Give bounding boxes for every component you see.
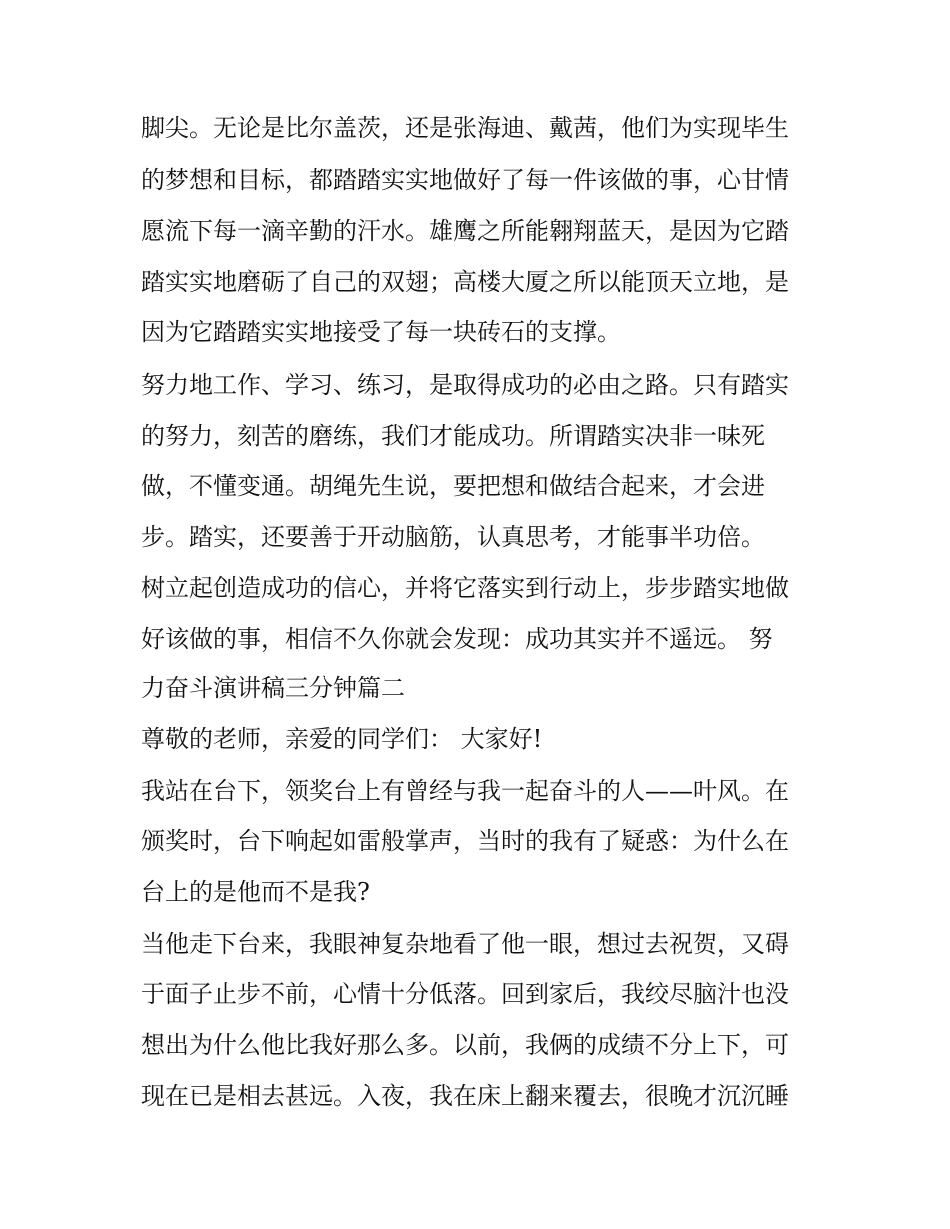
section-title: 力奋斗演讲稿三分钟篇二 bbox=[141, 674, 405, 702]
text-line-1: 脚尖。无论是比尔盖茨，还是张海迪、戴茜，他们为实现毕生 bbox=[141, 114, 789, 142]
text-line-7: 的努力，刻苦的磨练，我们才能成功。所谓踏实决非一味死 bbox=[141, 422, 765, 450]
text-line-3: 愿流下每一滴辛勤的汗水。雄鹰之所能翱翔蓝天，是因为它踏 bbox=[141, 217, 789, 245]
text-line-16: 台上的是他而不是我? bbox=[141, 878, 370, 906]
text-line-4: 踏实实地磨砺了自己的双翅；高楼大厦之所以能顶天立地，是 bbox=[141, 268, 789, 296]
text-line-14: 我站在台下，领奖台上有曾经与我一起奋斗的人——叶风。在 bbox=[141, 777, 789, 805]
greeting-line: 尊敬的老师，亲爱的同学们： 大家好! bbox=[141, 725, 543, 753]
text-line-2: 的梦想和目标，都踏踏实实地做好了每一件该做的事，心甘情 bbox=[141, 166, 789, 194]
text-line-5: 因为它踏踏实实地接受了每一块砖石的支撑。 bbox=[141, 318, 621, 346]
text-line-15: 颁奖时，台下响起如雷般掌声，当时的我有了疑惑：为什么在 bbox=[141, 827, 789, 855]
text-line-9: 步。踏实，还要善于开动脑筋，认真思考，才能事半功倍。 bbox=[141, 523, 765, 551]
text-line-11: 好该做的事，相信不久你就会发现：成功其实并不遥远。 努 bbox=[141, 625, 773, 653]
text-line-20: 现在已是相去甚远。入夜，我在床上翻来覆去，很晚才沉沉睡 bbox=[141, 1082, 789, 1110]
text-line-10: 树立起创造成功的信心，并将它落实到行动上，步步踏实地做 bbox=[141, 574, 789, 602]
text-line-8: 做，不懂变通。胡绳先生说，要把想和做结合起来，才会进 bbox=[141, 472, 765, 500]
text-line-6: 努力地工作、学习、练习，是取得成功的必由之路。只有踏实 bbox=[141, 371, 789, 399]
text-line-17: 当他走下台来，我眼神复杂地看了他一眼，想过去祝贺，又碍 bbox=[141, 930, 789, 958]
text-line-19: 想出为什么他比我好那么多。以前，我俩的成绩不分上下，可 bbox=[141, 1031, 789, 1059]
text-line-18: 于面子止步不前，心情十分低落。回到家后，我绞尽脑汁也没 bbox=[141, 980, 789, 1008]
